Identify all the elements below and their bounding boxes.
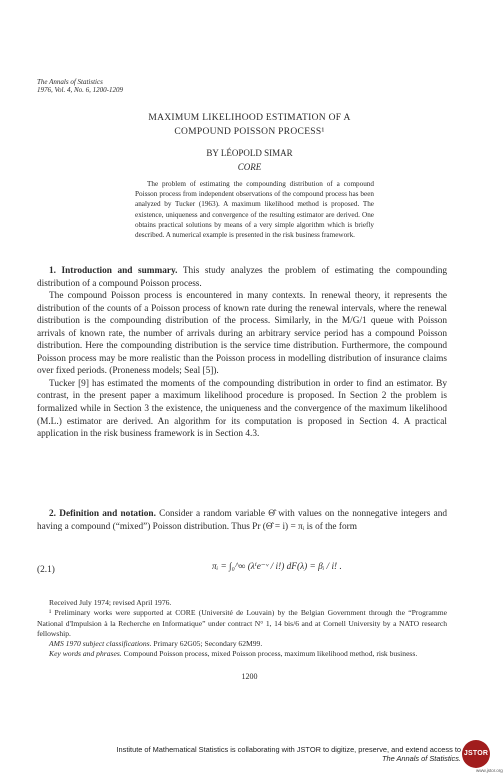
- ams-classification: [37, 639, 447, 649]
- equation-2-1: [37, 561, 447, 581]
- section-1-intro-text: This study analyzes the problem of estimating the compounding distribution of a compound Poisson process.: [37, 266, 448, 289]
- ams-label: AMS 1970 subject classifications.: [49, 639, 152, 649]
- keywords-label: Key words and phrases.: [49, 649, 122, 659]
- abstract: [135, 179, 374, 240]
- footnote-1: ¹ Preliminary works were supported at CORE (Université de Louvain) by the Belgian Government through the “Programme National d'Impulsion à la Recherche en Informatique” under contract N° 1, 14 bis/6 and at Cornell University by a NATO research fellowship.: [37, 608, 447, 638]
- abstract-text: The problem of estimating the compounding distribution of a compound Poisson process from independent observations of the compound process has been analyzed by Tucker (1963). A maximum likelihood method is proposed. The existence, uniqueness and convergence of the resulting estimator are derived. One obtains practical solutions by means of a very simple algorithm which is briefly described. A numerical example is presented in the risk business framework.: [135, 180, 374, 240]
- section-2-intro-text: Consider a random variable Θ̂ with values on the nonnegative integers and having a compound (“mixed”) Poisson distribution. Thus Pr (Θ̂ = i) = πᵢ is of the form: [37, 509, 447, 532]
- page-number: 1200: [241, 672, 258, 681]
- paper-title-line-1: MAXIMUM LIKELIHOOD ESTIMATION OF A: [148, 113, 351, 123]
- journal-volume: 1976, Vol. 4, No. 6, 1200-1209: [37, 86, 123, 94]
- jstor-logo-icon[interactable]: [462, 740, 490, 768]
- equation-body: πᵢ = ∫₀^∞ (λⁱe⁻ᵛ / i!) dF(λ) = βᵢ / i! .: [212, 562, 342, 572]
- journal-name: The Annals of Statistics: [37, 78, 103, 86]
- section-1-paragraph-1: [37, 265, 447, 290]
- section-1-paragraph-3: Tucker [9] has estimated the moments of the compounding distribution in order to find an estimator. By contrast, in the present paper a maximum likelihood procedure is proposed. In Section 2 the problem is formalized while in Section 3 the existence, the uniqueness and the convergence of the maximum likelihood (M.L.) estimator are derived. An algorithm for its computation is proposed in Section 4. A practical application in the risk business framework is in Section 4.3.: [37, 378, 447, 440]
- section-1-paragraph-2: The compound Poisson process is encountered in many contexts. In renewal theory, it represents the distribution of the counts of a Poisson process of known rate during the renewal intervals, where the renewal distribution is the compounding distribution of the process. Similarly, in the M/G/1 queue with Poisson arrivals of known rate, the number of arrivals during an arbitrary service period has a compound Poisson distribution. Here the compounding distribution is the service time distribution. Furthermore, the compound Poisson process may be more realistic than the Poisson process in modelling distribution of insurance claims over fixed periods. (Proneness models; Seal [5]).: [37, 291, 447, 377]
- footnotes: [37, 598, 447, 660]
- keywords: [37, 649, 447, 659]
- jstor-notice-line-1: Institute of Mathematical Statistics is collaborating with JSTOR to digitize, preserve, and extend access to: [116, 745, 461, 754]
- jstor-notice-line-2: The Annals of Statistics.: [381, 754, 461, 763]
- section-1: [37, 265, 447, 441]
- journal-citation: [37, 78, 123, 94]
- section-2-paragraph-1: [37, 508, 447, 533]
- jstor-notice: [116, 745, 461, 763]
- author: BY LÉOPOLD SIMAR: [206, 148, 293, 158]
- section-1-heading: 1. Introduction and summary.: [49, 266, 178, 276]
- section-2: [37, 508, 447, 533]
- equation-number: (2.1): [37, 565, 55, 575]
- jstor-logo-text: JSTOR: [463, 750, 489, 757]
- jstor-url-link[interactable]: www.jstor.org: [476, 768, 503, 773]
- paper-title-line-2: COMPOUND POISSON PROCESS¹: [174, 127, 325, 137]
- section-2-heading: 2. Definition and notation.: [49, 509, 156, 519]
- affiliation: CORE: [237, 162, 262, 172]
- ams-text: Primary 62G05; Secondary 62M99.: [153, 639, 263, 649]
- received-dates: Received July 1974; revised April 1976.: [49, 598, 172, 607]
- keywords-text: Compound Poisson process, mixed Poisson process, maximum likelihood method, risk business.: [123, 649, 418, 659]
